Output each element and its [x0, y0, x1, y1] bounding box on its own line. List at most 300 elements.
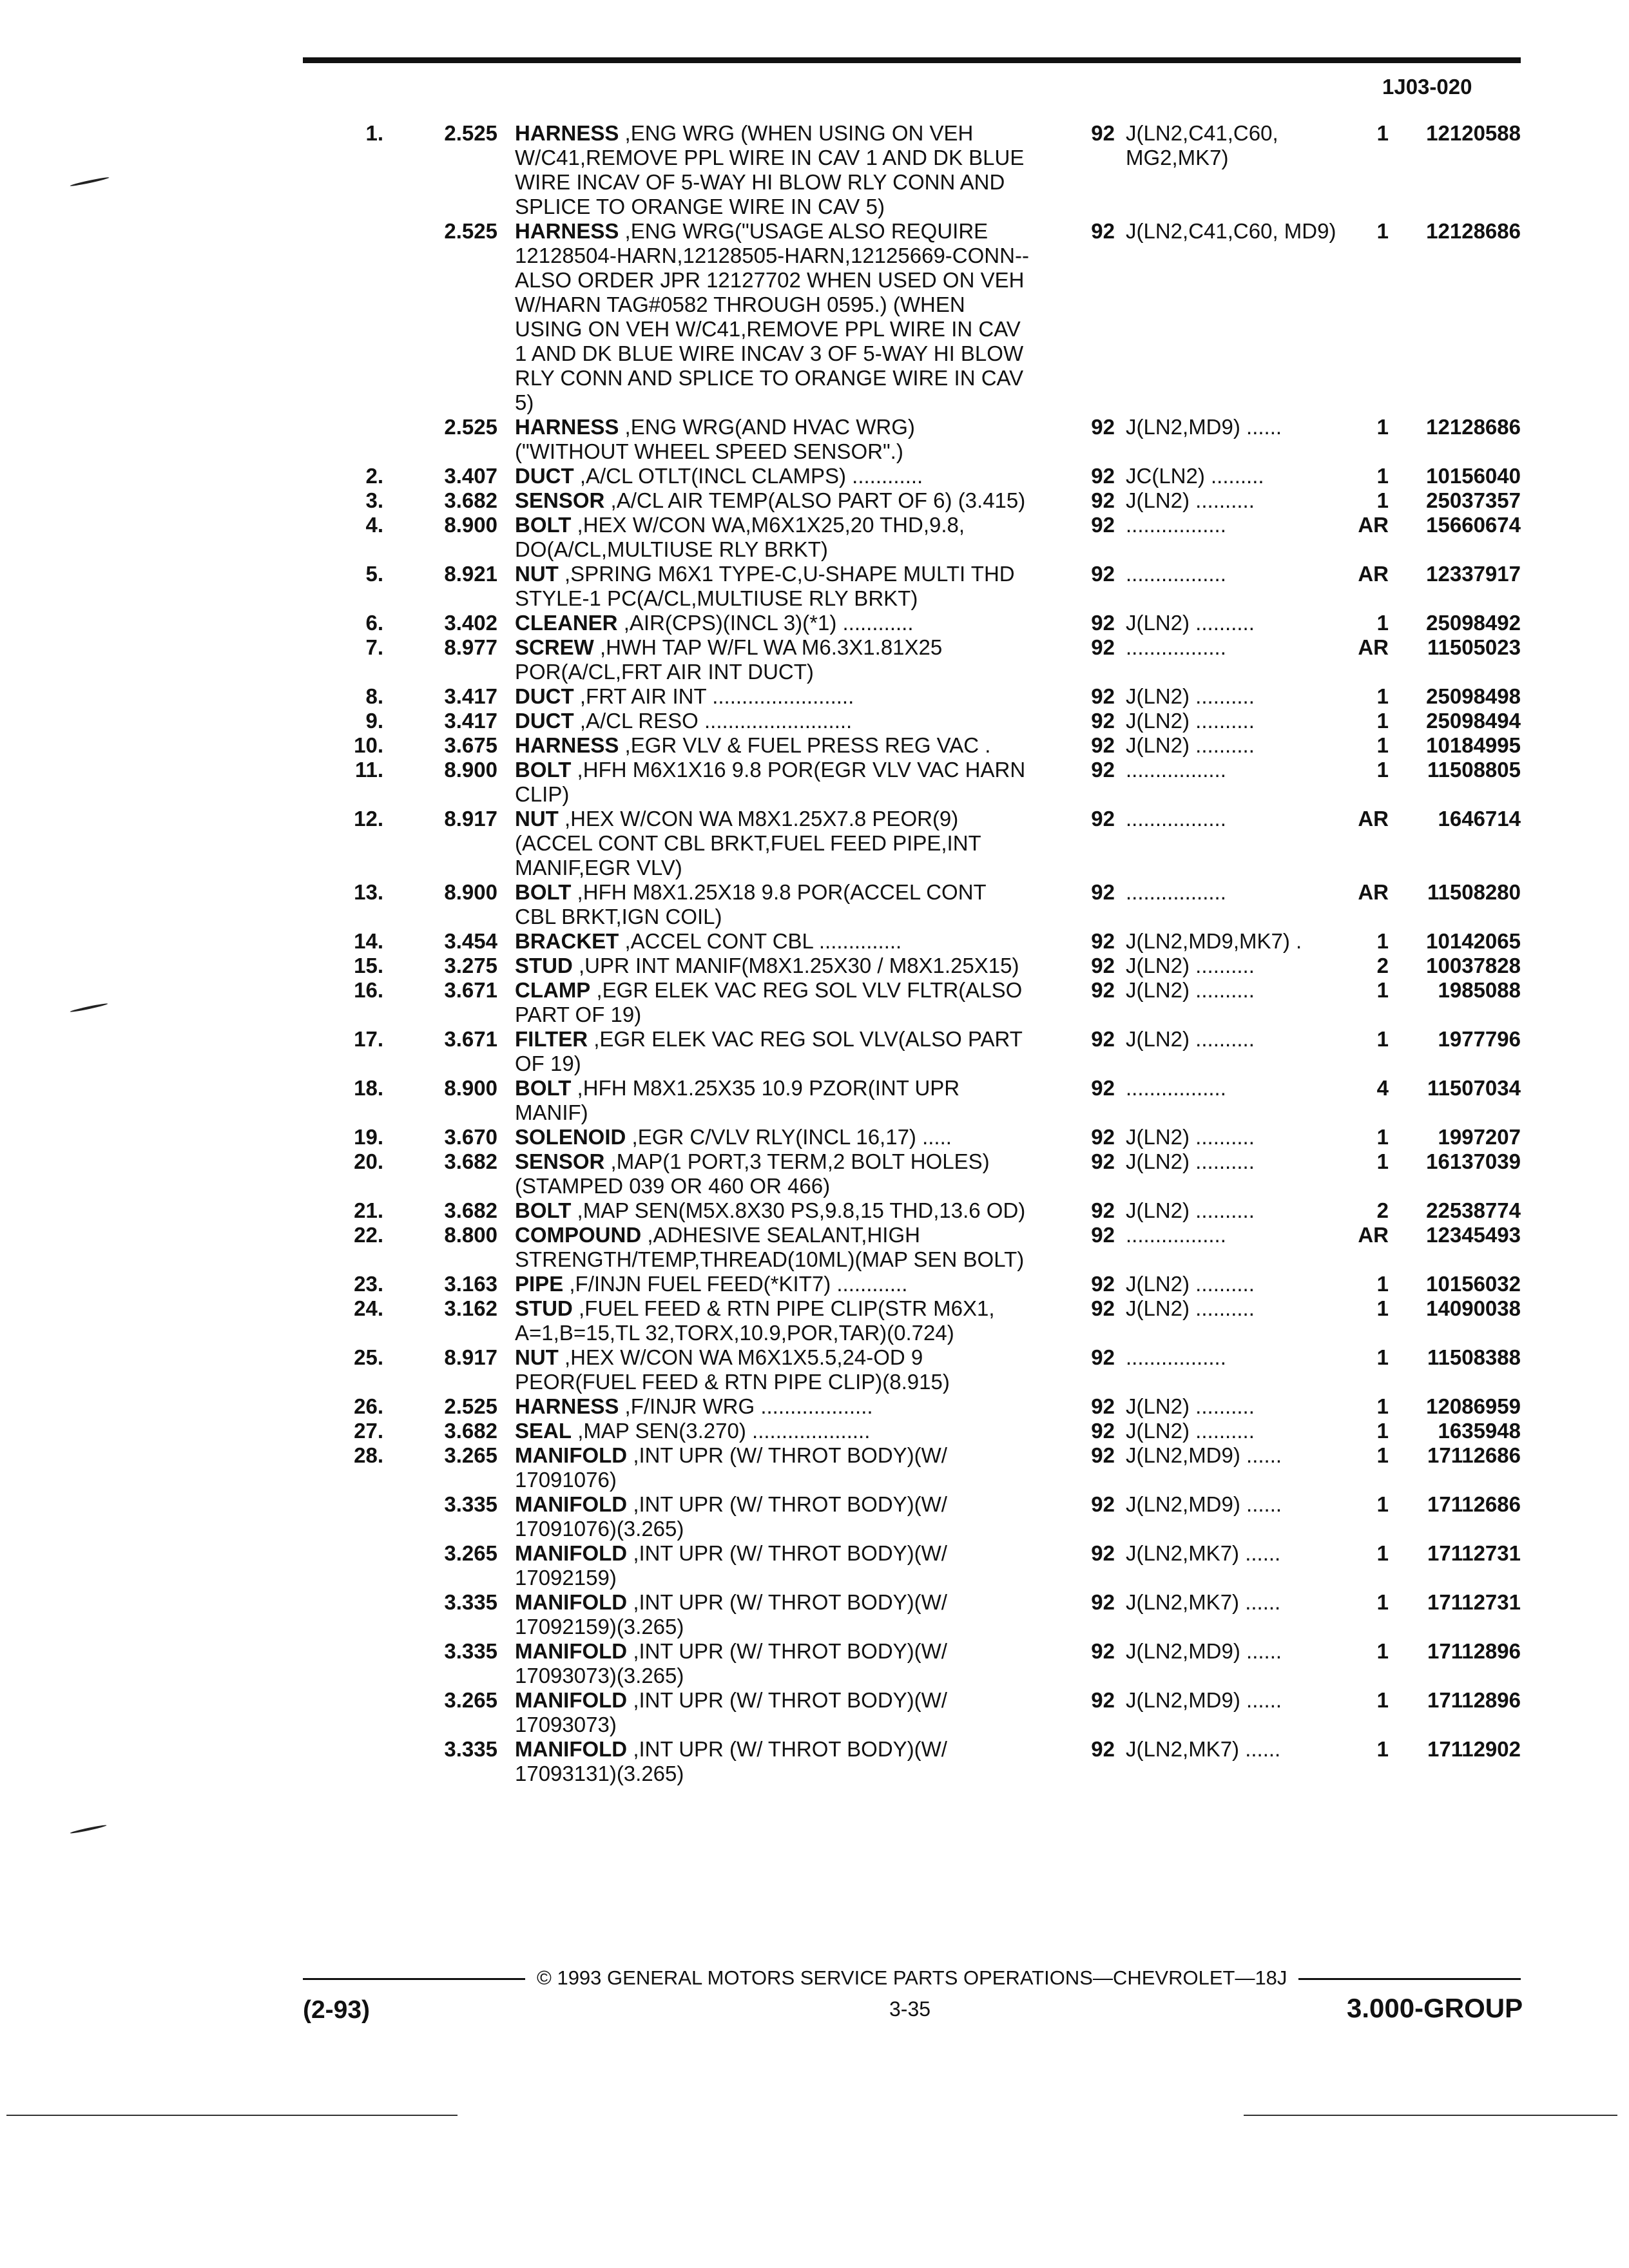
model-usage: ................. [1126, 635, 1226, 659]
part-description [515, 1541, 1030, 1590]
model-year: 92 [1091, 929, 1115, 953]
part-description [515, 219, 1030, 415]
part-description [515, 1076, 1030, 1125]
model-year: 92 [1091, 1419, 1115, 1443]
model-usage: JC(LN2) ......... [1126, 464, 1264, 488]
parts-entry [0, 1076, 1629, 1125]
group-number: 8.900 [444, 1076, 497, 1100]
page-code: 1J03-020 [1382, 75, 1472, 99]
scan-edge-line [1244, 2115, 1617, 2116]
parts-entry [0, 978, 1629, 1027]
model-usage: ................. [1126, 1223, 1226, 1247]
model-year: 92 [1091, 1272, 1115, 1296]
part-description [515, 121, 1030, 219]
part-number: 11508805 [1427, 758, 1521, 782]
part-detail: ,ADHESIVE SEALANT,HIGH STRENGTH/TEMP,THREAD(10ML)(MAP SEN BOLT) [515, 1223, 1025, 1271]
footer-rule [303, 1978, 525, 1980]
parts-entry [0, 684, 1629, 709]
quantity: 1 [1376, 121, 1389, 145]
parts-entry [0, 954, 1629, 978]
part-number: 25098498 [1426, 684, 1521, 708]
part-name: MANIFOLD [515, 1737, 628, 1761]
model-year: 92 [1091, 1076, 1115, 1100]
quantity: 2 [1376, 1198, 1389, 1222]
model-usage: ................. [1126, 1076, 1226, 1100]
model-year: 92 [1091, 880, 1115, 904]
parts-entry [0, 1688, 1629, 1737]
part-name: SENSOR [515, 1149, 605, 1173]
group-number: 3.275 [444, 954, 497, 977]
model-usage: ................. [1126, 1345, 1226, 1369]
part-name: STUD [515, 954, 573, 977]
part-name: NUT [515, 562, 559, 586]
group-number: 3.162 [444, 1296, 497, 1320]
parts-entry [0, 1394, 1629, 1419]
quantity: 1 [1376, 1419, 1389, 1443]
part-description [515, 709, 1030, 733]
part-detail: ,F/INJN FUEL FEED(*KIT7) ............ [569, 1272, 908, 1296]
part-description [515, 1272, 1030, 1296]
part-number: 1646714 [1438, 807, 1521, 831]
model-year: 92 [1091, 1149, 1115, 1173]
part-description [515, 978, 1030, 1027]
part-name: MANIFOLD [515, 1639, 628, 1663]
parts-entry [0, 733, 1629, 758]
model-usage: J(LN2) .......... [1126, 709, 1255, 733]
part-name: COMPOUND [515, 1223, 642, 1247]
part-name: HARNESS [515, 415, 619, 439]
copyright-line: © 1993 GENERAL MOTORS SERVICE PARTS OPERATIONS—CHEVROLET—18J [537, 1966, 1287, 1989]
model-usage: J(LN2) .......... [1126, 611, 1255, 635]
part-detail: ,HEX W/CON WA,M6X1X25,20 THD,9.8, DO(A/CL,MULTIUSE RLY BRKT) [515, 513, 965, 561]
part-detail: ,INT UPR (W/ THROT BODY)(W/ 17092159)(3.265) [515, 1590, 947, 1639]
footer-rule [1298, 1978, 1521, 1980]
part-name: SENSOR [515, 488, 605, 512]
model-year: 92 [1091, 807, 1115, 831]
part-detail: ,HFH M6X1X16 9.8 POR(EGR VLV VAC HARN CLIP) [515, 758, 1026, 806]
part-detail: ,HWH TAP W/FL WA M6.3X1.81X25 POR(A/CL,FRT AIR INT DUCT) [515, 635, 943, 684]
model-year: 92 [1091, 1394, 1115, 1418]
item-number: 28. [354, 1443, 383, 1467]
quantity: 1 [1376, 415, 1389, 439]
quantity: 1 [1376, 1149, 1389, 1173]
part-name: MANIFOLD [515, 1443, 628, 1467]
part-description [515, 1223, 1030, 1272]
page-number: 3-35 [889, 1997, 931, 2021]
quantity: AR [1358, 635, 1389, 659]
item-number: 21. [354, 1198, 383, 1222]
part-number: 12128686 [1426, 415, 1521, 439]
model-year: 92 [1091, 1688, 1115, 1712]
model-year: 92 [1091, 219, 1115, 243]
quantity: 1 [1376, 1590, 1389, 1614]
model-year: 92 [1091, 978, 1115, 1002]
scan-edge-line [6, 2115, 458, 2116]
part-number: 10184995 [1426, 733, 1521, 757]
model-year: 92 [1091, 1198, 1115, 1222]
group-number: 8.900 [444, 513, 497, 537]
part-detail: ,EGR ELEK VAC REG SOL VLV(ALSO PART OF 19) [515, 1027, 1023, 1075]
model-usage: J(LN2) .......... [1126, 488, 1255, 512]
part-number: 17112902 [1427, 1737, 1521, 1761]
part-number: 17112686 [1427, 1492, 1521, 1516]
part-name: BRACKET [515, 929, 619, 953]
group-number: 8.917 [444, 807, 497, 831]
part-description [515, 1590, 1030, 1639]
part-description [515, 1639, 1030, 1688]
item-number: 10. [354, 733, 383, 757]
part-number: 11505023 [1427, 635, 1521, 659]
group-number: 2.525 [444, 219, 497, 243]
group-number: 3.335 [444, 1737, 497, 1761]
model-year: 92 [1091, 758, 1115, 782]
group-number: 3.335 [444, 1492, 497, 1516]
model-usage: J(LN2,C41,C60, MD9) [1126, 219, 1336, 243]
part-detail: ,INT UPR (W/ THROT BODY)(W/ 17093073)(3.265) [515, 1639, 947, 1687]
part-description [515, 880, 1030, 929]
model-usage: J(LN2) .......... [1126, 1272, 1255, 1296]
model-usage: J(LN2) .......... [1126, 1027, 1255, 1051]
part-description [515, 1394, 1030, 1419]
model-year: 92 [1091, 611, 1115, 635]
part-number: 12128686 [1426, 219, 1521, 243]
model-year: 92 [1091, 684, 1115, 708]
part-detail: ,FRT AIR INT ........................ [579, 684, 854, 708]
part-name: MANIFOLD [515, 1492, 628, 1516]
item-number: 3. [365, 488, 383, 512]
parts-entry [0, 709, 1629, 733]
part-detail: ,HFH M8X1.25X35 10.9 PZOR(INT UPR MANIF) [515, 1076, 960, 1124]
quantity: 1 [1376, 1345, 1389, 1369]
item-number: 19. [354, 1125, 383, 1149]
parts-entry [0, 1272, 1629, 1296]
model-usage: J(LN2,MD9) ...... [1126, 1443, 1282, 1467]
group-number: 8.917 [444, 1345, 497, 1369]
margin-mark [70, 1824, 107, 1834]
quantity: 4 [1376, 1076, 1389, 1100]
part-detail: ,INT UPR (W/ THROT BODY)(W/ 17092159) [515, 1541, 947, 1590]
model-year: 92 [1091, 1223, 1115, 1247]
part-number: 14090038 [1426, 1296, 1521, 1320]
part-number: 17112896 [1427, 1639, 1521, 1663]
model-year: 92 [1091, 1737, 1115, 1761]
model-usage: J(LN2,C41,C60, MG2,MK7) [1126, 121, 1278, 169]
part-number: 11507034 [1427, 1076, 1521, 1100]
quantity: 1 [1376, 1443, 1389, 1467]
parts-entry [0, 929, 1629, 954]
part-description [515, 758, 1030, 807]
part-name: SOLENOID [515, 1125, 626, 1149]
part-number: 11508388 [1427, 1345, 1521, 1369]
group-number: 3.675 [444, 733, 497, 757]
part-name: SCREW [515, 635, 594, 659]
part-number: 15660674 [1426, 513, 1521, 537]
model-usage: J(LN2,MD9,MK7) . [1126, 929, 1302, 953]
item-number: 1. [365, 121, 383, 145]
quantity: 1 [1376, 1541, 1389, 1565]
item-number: 14. [354, 929, 383, 953]
quantity: 1 [1376, 1688, 1389, 1712]
parts-entry [0, 758, 1629, 807]
part-name: HARNESS [515, 733, 619, 757]
group-number: 3.671 [444, 978, 497, 1002]
quantity: 1 [1376, 611, 1389, 635]
group-number: 3.265 [444, 1688, 497, 1712]
item-number: 13. [354, 880, 383, 904]
part-detail: ,EGR C/VLV RLY(INCL 16,17) ..... [631, 1125, 952, 1149]
parts-entry [0, 1027, 1629, 1076]
parts-entry [0, 488, 1629, 513]
parts-entry [0, 1125, 1629, 1149]
group-number: 8.800 [444, 1223, 497, 1247]
model-usage: J(LN2) .......... [1126, 733, 1255, 757]
part-detail: ,ENG WRG(AND HVAC WRG) ("WITHOUT WHEEL SPEED SENSOR".) [515, 415, 915, 463]
part-description [515, 807, 1030, 880]
model-usage: J(LN2) .......... [1126, 684, 1255, 708]
model-usage: J(LN2,MK7) ...... [1126, 1541, 1281, 1565]
part-description [515, 1149, 1030, 1198]
model-usage: J(LN2,MD9) ...... [1126, 1492, 1282, 1516]
parts-entry [0, 1223, 1629, 1272]
part-detail: ,UPR INT MANIF(M8X1.25X30 / M8X1.25X15) [579, 954, 1019, 977]
model-usage: ................. [1126, 807, 1226, 831]
quantity: 1 [1376, 684, 1389, 708]
group-number: 8.921 [444, 562, 497, 586]
group-label: 3.000-GROUP [1347, 1993, 1523, 2023]
group-number: 2.525 [444, 121, 497, 145]
quantity: 1 [1376, 1296, 1389, 1320]
parts-entry [0, 635, 1629, 684]
part-detail: ,INT UPR (W/ THROT BODY)(W/ 17093131)(3.265) [515, 1737, 947, 1785]
part-number: 10142065 [1426, 929, 1521, 953]
parts-entry [0, 1296, 1629, 1345]
item-number: 8. [365, 684, 383, 708]
part-name: NUT [515, 807, 559, 831]
part-name: STUD [515, 1296, 573, 1320]
part-number: 17112731 [1427, 1590, 1521, 1614]
part-description [515, 929, 1030, 954]
group-number: 2.525 [444, 415, 497, 439]
part-description [515, 684, 1030, 709]
part-number: 12120588 [1426, 121, 1521, 145]
part-description [515, 1688, 1030, 1737]
quantity: 1 [1376, 733, 1389, 757]
group-number: 3.682 [444, 488, 497, 512]
part-detail: ,AIR(CPS)(INCL 3)(*1) ............ [623, 611, 914, 635]
model-usage: ................. [1126, 562, 1226, 586]
part-detail: ,INT UPR (W/ THROT BODY)(W/ 17091076)(3.265) [515, 1492, 947, 1541]
parts-entry [0, 1345, 1629, 1394]
model-year: 92 [1091, 954, 1115, 977]
part-detail: ,HEX W/CON WA M6X1X5.5,24-OD 9 PEOR(FUEL FEED & RTN PIPE CLIP)(8.915) [515, 1345, 950, 1394]
model-year: 92 [1091, 1492, 1115, 1516]
group-number: 3.682 [444, 1149, 497, 1173]
item-number: 11. [354, 758, 383, 782]
model-usage: J(LN2,MD9) ...... [1126, 1688, 1282, 1712]
item-number: 24. [354, 1296, 383, 1320]
part-description [515, 415, 1030, 464]
part-name: SEAL [515, 1419, 572, 1443]
parts-entry [0, 415, 1629, 464]
quantity: 1 [1376, 1639, 1389, 1663]
part-number: 25098492 [1426, 611, 1521, 635]
part-name: DUCT [515, 709, 574, 733]
model-year: 92 [1091, 562, 1115, 586]
part-number: 16137039 [1426, 1149, 1521, 1173]
part-description [515, 733, 1030, 758]
quantity: 1 [1376, 1272, 1389, 1296]
parts-entry [0, 121, 1629, 219]
group-number: 3.670 [444, 1125, 497, 1149]
part-detail: ,FUEL FEED & RTN PIPE CLIP(STR M6X1, A=1,B=15,TL 32,TORX,10.9,POR,TAR)(0.724) [515, 1296, 995, 1345]
model-usage: J(LN2,MK7) ...... [1126, 1737, 1281, 1761]
group-number: 3.454 [444, 929, 497, 953]
quantity: 1 [1376, 1492, 1389, 1516]
quantity: AR [1358, 513, 1389, 537]
model-year: 92 [1091, 1345, 1115, 1369]
part-number: 12337917 [1426, 562, 1521, 586]
part-name: HARNESS [515, 121, 619, 145]
model-year: 92 [1091, 415, 1115, 439]
part-name: BOLT [515, 513, 572, 537]
group-number: 2.525 [444, 1394, 497, 1418]
part-number: 1997207 [1438, 1125, 1521, 1149]
part-name: MANIFOLD [515, 1541, 628, 1565]
parts-entry [0, 219, 1629, 415]
parts-list [0, 121, 1629, 1786]
part-description [515, 611, 1030, 635]
part-detail: ,MAP(1 PORT,3 TERM,2 BOLT HOLES) (STAMPED 039 OR 460 OR 466) [515, 1149, 990, 1198]
part-name: MANIFOLD [515, 1688, 628, 1712]
quantity: 1 [1376, 978, 1389, 1002]
group-number: 3.682 [444, 1198, 497, 1222]
part-description [515, 954, 1030, 978]
top-rule [303, 57, 1521, 63]
part-description [515, 1737, 1030, 1786]
parts-entry [0, 562, 1629, 611]
parts-entry [0, 611, 1629, 635]
part-name: CLAMP [515, 978, 591, 1002]
part-detail: ,EGR VLV & FUEL PRESS REG VAC . [624, 733, 991, 757]
group-number: 3.335 [444, 1590, 497, 1614]
part-name: FILTER [515, 1027, 588, 1051]
group-number: 3.407 [444, 464, 497, 488]
group-number: 3.402 [444, 611, 497, 635]
model-year: 92 [1091, 464, 1115, 488]
parts-entry [0, 807, 1629, 880]
part-detail: ,A/CL AIR TEMP(ALSO PART OF 6) (3.415) [610, 488, 1026, 512]
item-number: 25. [354, 1345, 383, 1369]
model-usage: ................. [1126, 758, 1226, 782]
part-name: DUCT [515, 464, 574, 488]
part-detail: ,A/CL RESO ......................... [579, 709, 853, 733]
part-detail: ,ACCEL CONT CBL .............. [624, 929, 902, 953]
quantity: 1 [1376, 758, 1389, 782]
model-usage: J(LN2) .......... [1126, 1149, 1255, 1173]
model-usage: J(LN2) .......... [1126, 1198, 1255, 1222]
item-number: 15. [354, 954, 383, 977]
model-year: 92 [1091, 1541, 1115, 1565]
item-number: 23. [354, 1272, 383, 1296]
parts-entry [0, 1492, 1629, 1541]
item-number: 6. [365, 611, 383, 635]
model-usage: J(LN2,MD9) ...... [1126, 1639, 1282, 1663]
model-year: 92 [1091, 1125, 1115, 1149]
item-number: 4. [365, 513, 383, 537]
item-number: 27. [354, 1419, 383, 1443]
part-detail: ,ENG WRG (WHEN USING ON VEH W/C41,REMOVE PPL WIRE IN CAV 1 AND DK BLUE WIRE INCAV OF 5-WAY HI BLOW RLY CONN AND SPLICE TO ORANGE WIRE IN CAV 5) [515, 121, 1025, 218]
model-year: 92 [1091, 1443, 1115, 1467]
part-detail: ,EGR ELEK VAC REG SOL VLV FLTR(ALSO PART OF 19) [515, 978, 1023, 1026]
part-name: DUCT [515, 684, 574, 708]
part-name: MANIFOLD [515, 1590, 628, 1614]
part-number: 17112896 [1427, 1688, 1521, 1712]
part-number: 11508280 [1427, 880, 1521, 904]
part-description [515, 488, 1030, 513]
parts-entry [0, 1198, 1629, 1223]
quantity: 1 [1376, 1737, 1389, 1761]
part-description [515, 1492, 1030, 1541]
part-description [515, 1443, 1030, 1492]
part-number: 25098494 [1426, 709, 1521, 733]
part-detail: ,HFH M8X1.25X18 9.8 POR(ACCEL CONT CBL BRKT,IGN COIL) [515, 880, 987, 928]
parts-entry [0, 513, 1629, 562]
part-detail: ,SPRING M6X1 TYPE-C,U-SHAPE MULTI THD STYLE-1 PC(A/CL,MULTIUSE RLY BRKT) [515, 562, 1015, 610]
part-detail: ,MAP SEN(M5X.8X30 PS,9.8,15 THD,13.6 OD) [577, 1198, 1026, 1222]
part-number: 25037357 [1426, 488, 1521, 512]
parts-entry [0, 1737, 1629, 1786]
part-name: NUT [515, 1345, 559, 1369]
quantity: AR [1358, 807, 1389, 831]
part-description [515, 1345, 1030, 1394]
item-number: 2. [365, 464, 383, 488]
part-detail: ,A/CL OTLT(INCL CLAMPS) ............ [579, 464, 923, 488]
parts-entry [0, 1541, 1629, 1590]
model-usage: J(LN2,MD9) ...... [1126, 415, 1282, 439]
model-year: 92 [1091, 1027, 1115, 1051]
item-number: 17. [354, 1027, 383, 1051]
model-usage: J(LN2,MK7) ...... [1126, 1590, 1281, 1614]
item-number: 16. [354, 978, 383, 1002]
quantity: AR [1358, 562, 1389, 586]
quantity: AR [1358, 1223, 1389, 1247]
part-name: HARNESS [515, 219, 619, 243]
item-number: 7. [365, 635, 383, 659]
model-year: 92 [1091, 1296, 1115, 1320]
part-description [515, 1296, 1030, 1345]
model-usage: ................. [1126, 880, 1226, 904]
group-number: 3.671 [444, 1027, 497, 1051]
part-number: 10037828 [1426, 954, 1521, 977]
quantity: 1 [1376, 464, 1389, 488]
part-name: BOLT [515, 758, 572, 782]
parts-entry [0, 1149, 1629, 1198]
quantity: 1 [1376, 929, 1389, 953]
group-number: 3.265 [444, 1443, 497, 1467]
part-description [515, 513, 1030, 562]
model-usage: J(LN2) .......... [1126, 978, 1255, 1002]
part-detail: ,MAP SEN(3.270) .................... [577, 1419, 871, 1443]
quantity: 1 [1376, 219, 1389, 243]
part-number: 12086959 [1426, 1394, 1521, 1418]
parts-entry [0, 464, 1629, 488]
parts-entry [0, 880, 1629, 929]
group-number: 3.335 [444, 1639, 497, 1663]
model-year: 92 [1091, 709, 1115, 733]
parts-entry [0, 1639, 1629, 1688]
model-year: 92 [1091, 1639, 1115, 1663]
item-number: 22. [354, 1223, 383, 1247]
